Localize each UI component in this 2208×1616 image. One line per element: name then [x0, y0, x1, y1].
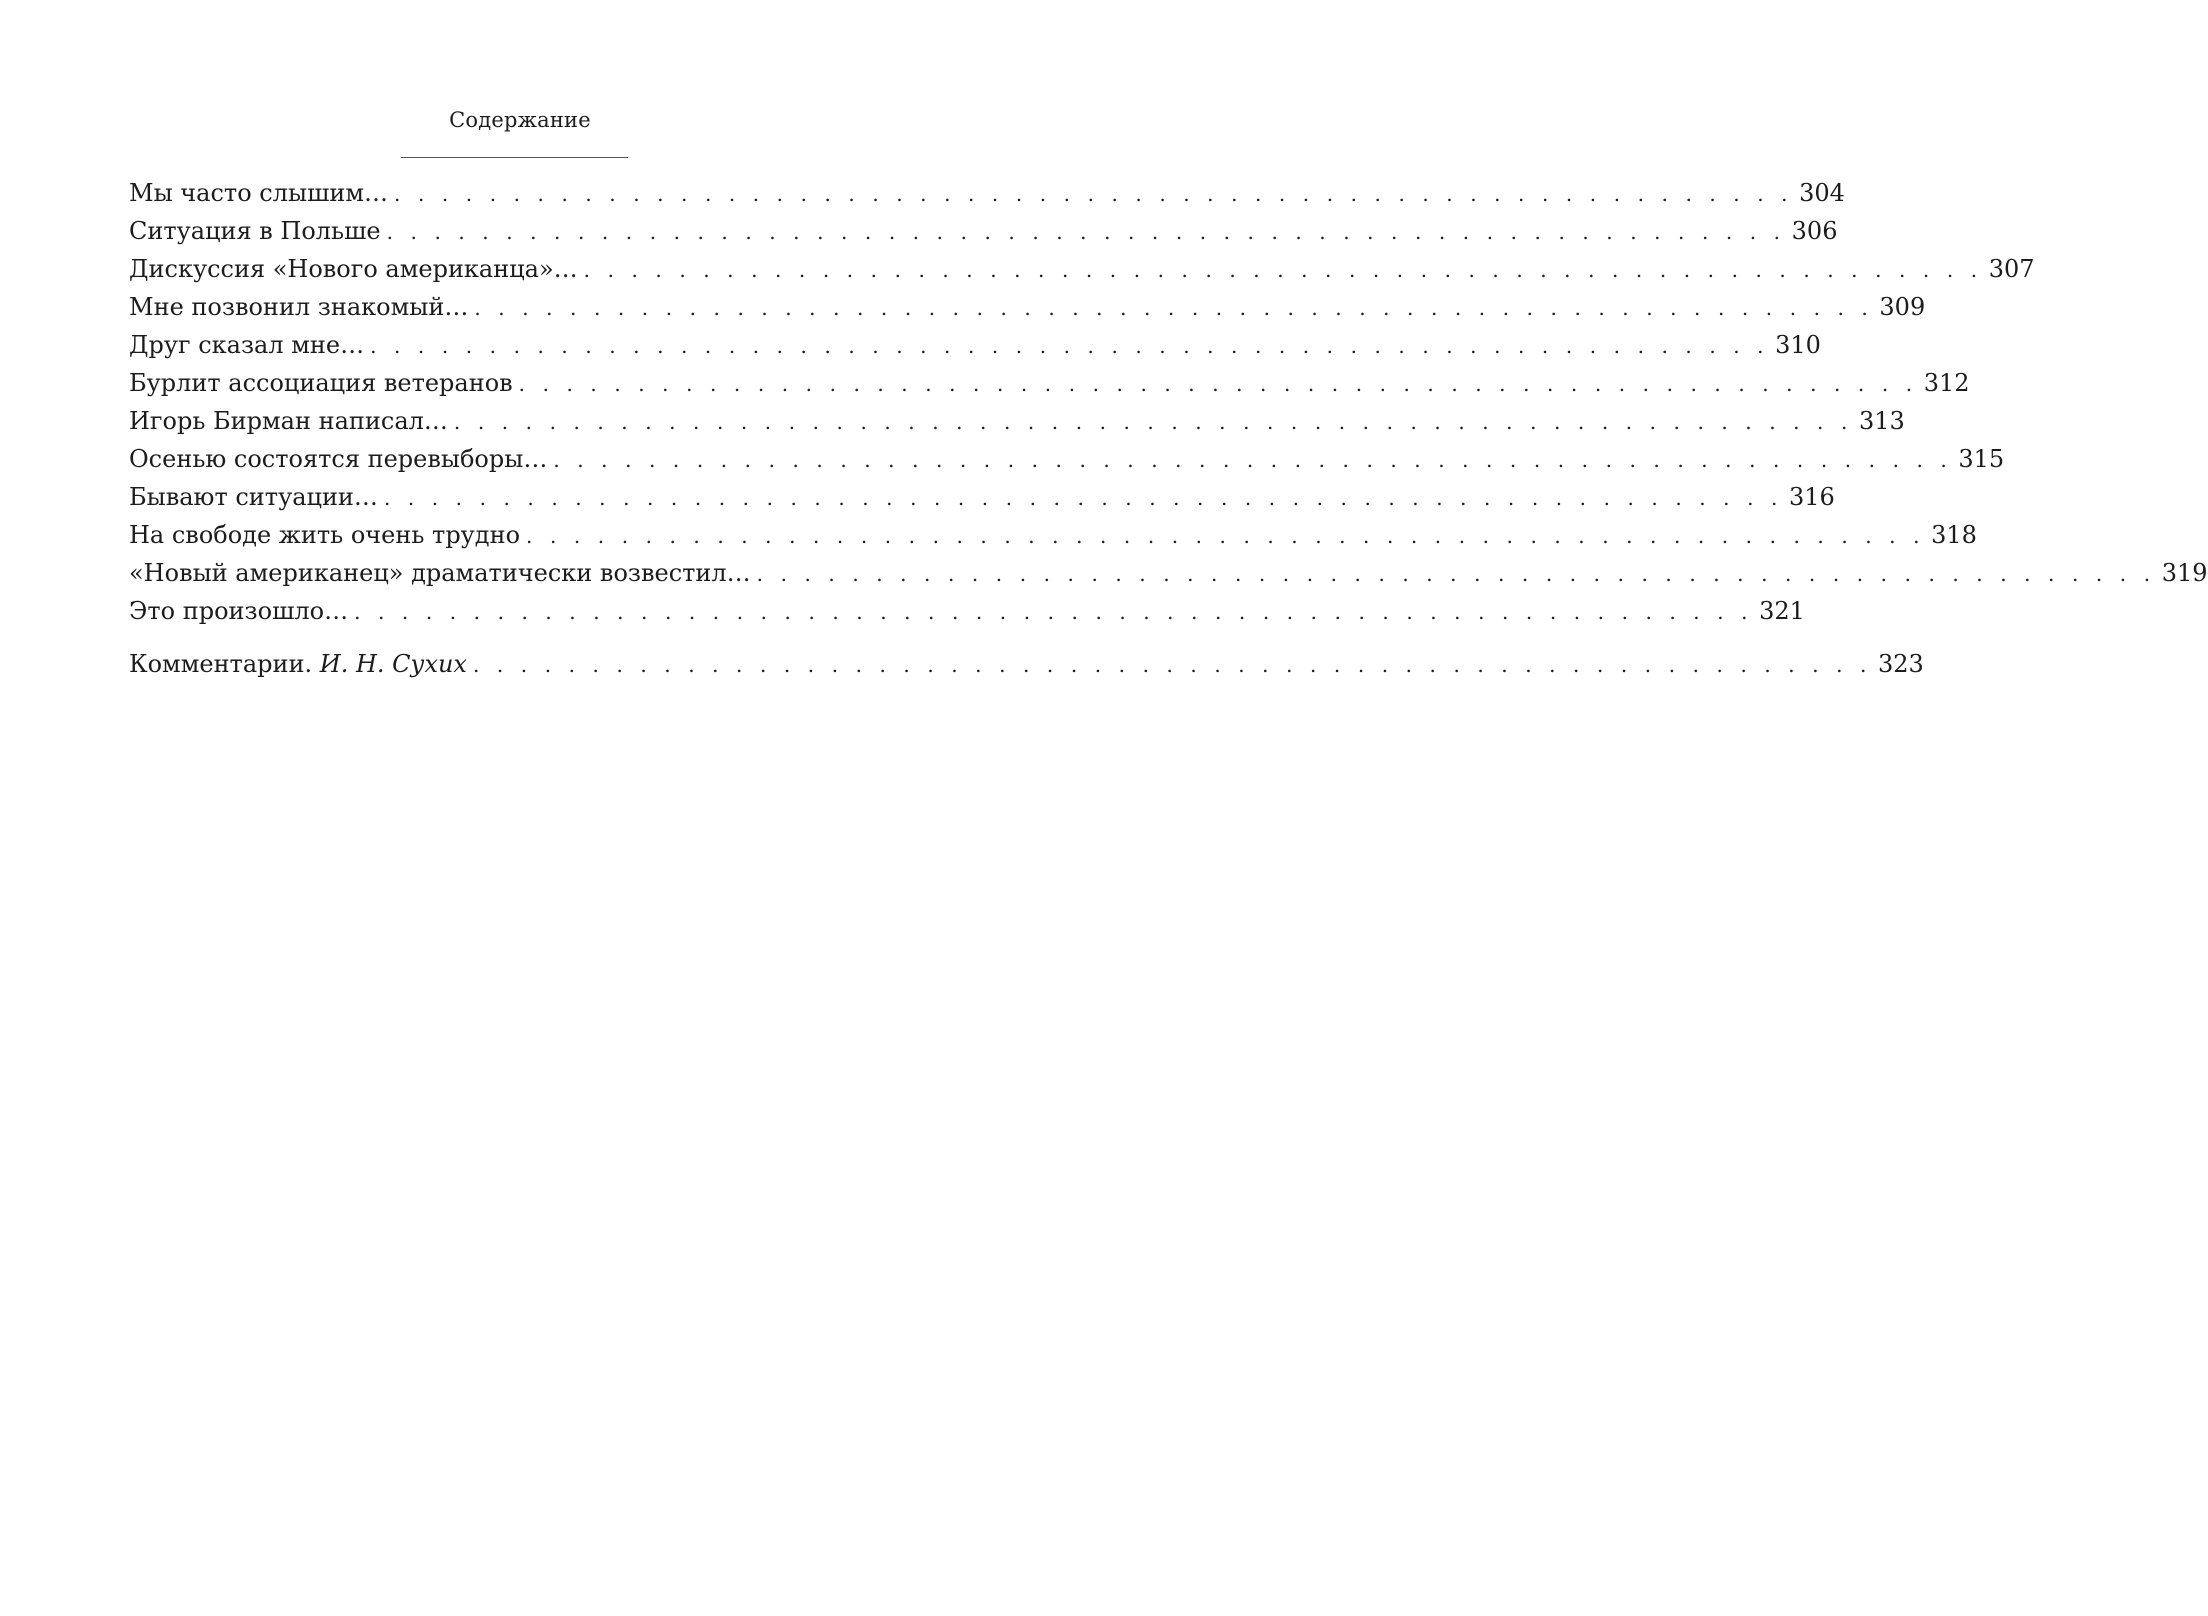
- toc-entry-title: Мы часто слышим…: [129, 179, 389, 207]
- toc-entry-page: 315: [1958, 445, 2005, 473]
- toc-entry-title: Это произошло…: [129, 597, 349, 625]
- toc-entry-title: «Новый американец» драматически возвестил…: [129, 559, 751, 587]
- toc-entry-title: Ситуация в Польше: [129, 217, 381, 245]
- toc-entry-title: Осенью состоятся перевыборы…: [129, 445, 548, 473]
- toc-entry[interactable]: [129, 364, 1970, 402]
- dot-leader: . . . . . . . . . . . . . . . . . . . . . . . . . . . . . . . . . . . . . . . . . . . . . . . . . . . . . . . . . . .: [526, 524, 1926, 548]
- toc-entry[interactable]: [129, 592, 1805, 630]
- toc-entry-page: 321: [1759, 597, 1805, 625]
- toc-entry-commentary[interactable]: [129, 645, 1924, 683]
- toc-entry-title: Бывают ситуации…: [129, 483, 378, 511]
- toc-entry-page: 306: [1791, 217, 1838, 245]
- commentary-author: И. Н. Сухих: [319, 650, 467, 678]
- toc-entry-page: 309: [1879, 293, 1926, 321]
- toc-entry[interactable]: [129, 440, 2005, 478]
- toc-entry[interactable]: [129, 516, 1977, 554]
- toc-entry-page: 304: [1799, 179, 1845, 207]
- toc-entry[interactable]: [129, 288, 1926, 326]
- toc-entry-title: Дискуссия «Нового американца»…: [129, 255, 578, 283]
- commentary-title: Комментарии.: [129, 650, 313, 678]
- toc-entry-title: Друг сказал мне…: [129, 331, 365, 359]
- dot-leader: . . . . . . . . . . . . . . . . . . . . . . . . . . . . . . . . . . . . . . . . . . . . . . . . . . . . . . . . . . .: [354, 600, 1754, 624]
- toc-entry-page: 319: [2161, 559, 2208, 587]
- dot-leader: . . . . . . . . . . . . . . . . . . . . . . . . . . . . . . . . . . . . . . . . . . . . . . . . . . . . . . . . . . .: [370, 334, 1770, 358]
- header-rule: [401, 157, 628, 158]
- toc-entry[interactable]: [129, 212, 1838, 250]
- dot-leader: . . . . . . . . . . . . . . . . . . . . . . . . . . . . . . . . . . . . . . . . . . . . . . . . . . . . . . . . . . .: [386, 220, 1786, 244]
- toc-section-gap: [129, 630, 912, 645]
- toc-entry-title: На свободе жить очень трудно: [129, 521, 521, 549]
- toc-entry[interactable]: [129, 174, 1845, 212]
- toc-entry-page: 323: [1878, 650, 1924, 678]
- dot-leader: . . . . . . . . . . . . . . . . . . . . . . . . . . . . . . . . . . . . . . . . . . . . . . . . . . . . . . . . . . .: [453, 410, 1853, 434]
- dot-leader: . . . . . . . . . . . . . . . . . . . . . . . . . . . . . . . . . . . . . . . . . . . . . . . . . . . . . . . . . . .: [553, 448, 1953, 472]
- dot-leader: . . . . . . . . . . . . . . . . . . . . . . . . . . . . . . . . . . . . . . . . . . . . . . . . . . . . . . . . . . .: [383, 486, 1783, 510]
- dot-leader: . . . . . . . . . . . . . . . . . . . . . . . . . . . . . . . . . . . . . . . . . . . . . . . . . . . . . . . . . . .: [583, 258, 1983, 282]
- toc-entry-page: 307: [1988, 255, 2035, 283]
- toc-entry-page: 310: [1775, 331, 1821, 359]
- toc-entry-page: 312: [1923, 369, 1970, 397]
- toc-entry[interactable]: [129, 402, 1905, 440]
- toc-entry-page: 313: [1858, 407, 1905, 435]
- toc-entry[interactable]: [129, 478, 1835, 516]
- toc-entry-title: Мне позвонил знакомый…: [129, 293, 469, 321]
- running-head: Содержание: [449, 108, 591, 132]
- dot-leader: . . . . . . . . . . . . . . . . . . . . . . . . . . . . . . . . . . . . . . . . . . . . . . . . . . . . . . . . . . .: [518, 372, 1918, 396]
- toc-entry-page: 318: [1931, 521, 1977, 549]
- toc-entry-title: Бурлит ассоциация ветеранов: [129, 369, 513, 397]
- dot-leader: . . . . . . . . . . . . . . . . . . . . . . . . . . . . . . . . . . . . . . . . . . . . . . . . . . . . . . . . . . .: [474, 296, 1874, 320]
- dot-leader: . . . . . . . . . . . . . . . . . . . . . . . . . . . . . . . . . . . . . . . . . . . . . . . . . . . . . . . . . . .: [394, 182, 1794, 206]
- toc-entry-title: [129, 645, 473, 683]
- toc-entry-page: 316: [1788, 483, 1835, 511]
- toc-entry[interactable]: [129, 326, 1821, 364]
- toc-entry[interactable]: [129, 554, 2208, 592]
- table-of-contents: [129, 174, 2208, 683]
- dot-leader: . . . . . . . . . . . . . . . . . . . . . . . . . . . . . . . . . . . . . . . . . . . . . . . . . . . . . . . . . . .: [756, 562, 2156, 586]
- dot-leader: . . . . . . . . . . . . . . . . . . . . . . . . . . . . . . . . . . . . . . . . . . . . . . . . . . . . . . . . . . .: [472, 653, 1872, 677]
- toc-entry[interactable]: [129, 250, 2035, 288]
- toc-entry-title: Игорь Бирман написал…: [129, 407, 448, 435]
